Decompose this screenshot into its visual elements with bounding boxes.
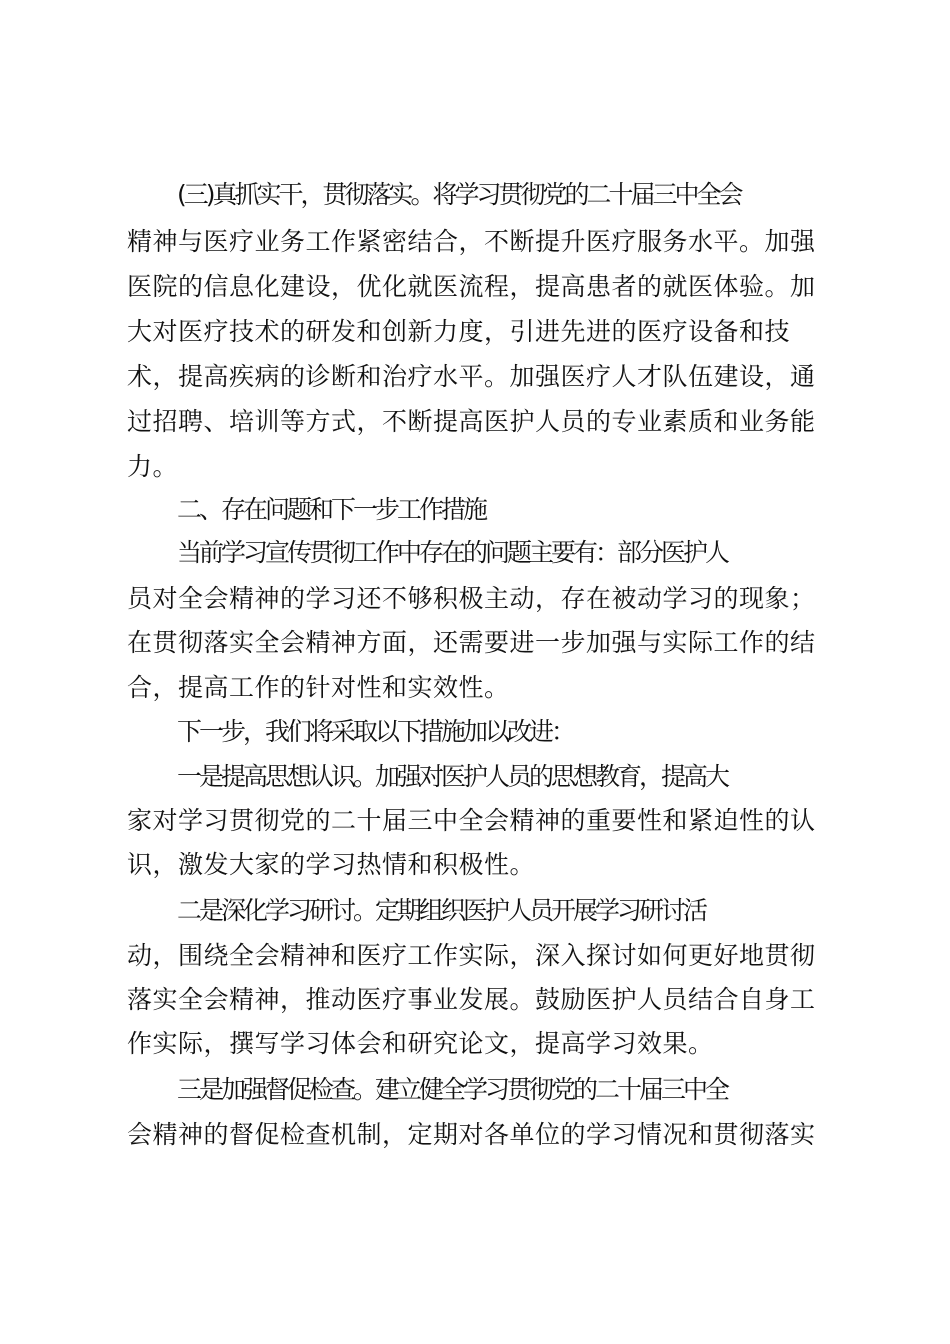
paragraph-7-line-1: 三是加强督促检查。建立健全学习贯彻党的二十届三中全 [177,1075,728,1104]
paragraph-3-line-4: 合，提高工作的针对性和实效性。 [127,673,510,702]
paragraph-1-line-3: 医院的信息化建设，优化就医流程，提高患者的就医体验。加 [127,272,816,301]
paragraph-1-line-2: 精神与医疗业务工作紧密结合，不断提升医疗服务水平。加强 [127,227,816,256]
paragraph-6-line-3: 落实全会精神，推动医疗事业发展。鼓励医护人员结合自身工 [127,985,816,1014]
paragraph-1-line-1: (三)真抓实干，贯彻落实。将学习贯彻党的二十届三中全会 [177,180,741,209]
paragraph-3-line-3: 在贯彻落实全会精神方面，还需要进一步加强与实际工作的结 [127,628,816,657]
paragraph-5-line-3: 识，激发大家的学习热情和积极性。 [127,850,536,879]
paragraph-5-line-2: 家对学习贯彻党的二十届三中全会精神的重要性和紧迫性的认 [127,806,816,835]
paragraph-6-line-2: 动，围绕全会精神和医疗工作实际，深入探讨如何更好地贯彻 [127,941,816,970]
paragraph-1-line-4: 大对医疗技术的研发和创新力度，引进先进的医疗设备和技 [127,317,791,346]
paragraph-6-line-4: 作实际，撰写学习体会和研究论文，提高学习效果。 [127,1029,714,1058]
paragraph-4-line-1: 下一步，我们将采取以下措施加以改进： [177,717,574,746]
paragraph-3-line-1: 当前学习宣传贯彻工作中存在的问题主要有：部分医护人 [177,538,728,567]
paragraph-1-line-5: 术，提高疾病的诊断和治疗水平。加强医疗人才队伍建设，通 [127,362,816,391]
paragraph-6-line-1: 二是深化学习研讨。定期组织医护人员开展学习研讨活 [177,896,706,925]
paragraph-1-line-6: 过招聘、培训等方式，不断提高医护人员的专业素质和业务能 [127,407,816,436]
paragraph-1-line-7: 力。 [127,452,179,481]
paragraph-5-line-1: 一是提高思想认识。加强对医护人员的思想教育，提高大 [177,762,728,791]
section-heading: 二、存在问题和下一步工作措施 [177,495,486,524]
paragraph-7-line-2: 会精神的督促检查机制，定期对各单位的学习情况和贯彻落实 [127,1120,816,1149]
paragraph-3-line-2: 员对全会精神的学习还不够积极主动，存在被动学习的现象； [127,584,816,613]
